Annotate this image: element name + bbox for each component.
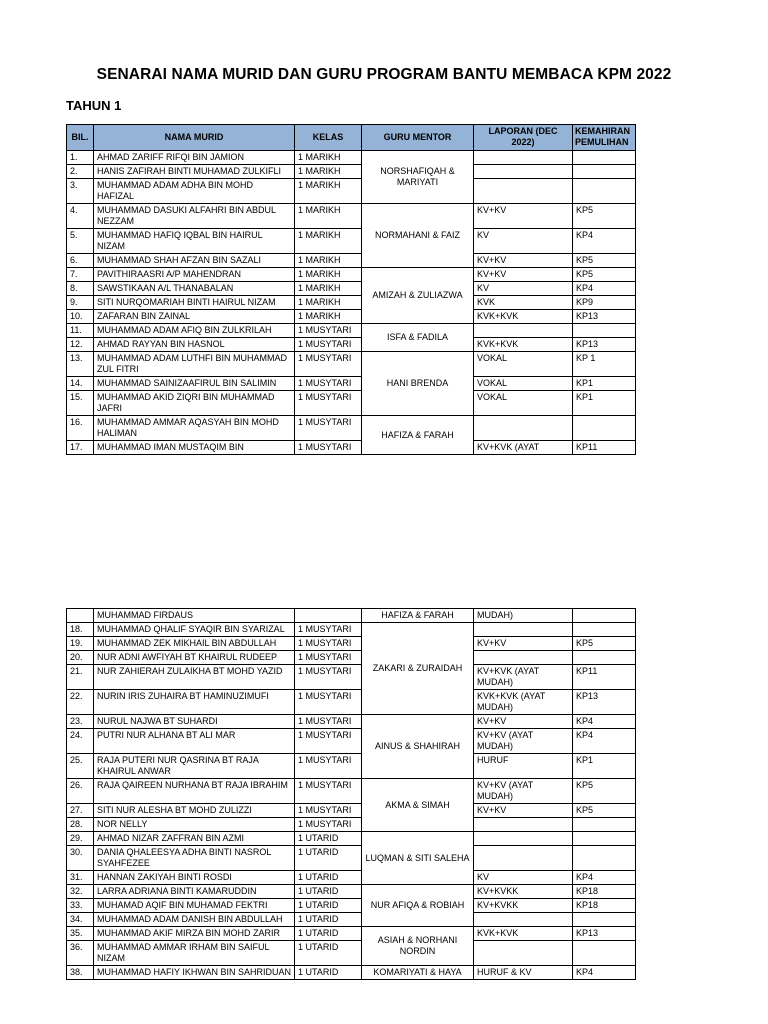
cell-bil: 11. — [67, 324, 94, 338]
table-row — [67, 441, 636, 455]
cell-bil: 27. — [67, 804, 94, 818]
cell-nama-murid: MUHAMMAD ADAM DANISH BIN ABDULLAH — [94, 913, 295, 927]
table-row — [67, 391, 636, 416]
cell-kemahiran: KP5 — [573, 637, 636, 651]
cell-bil: 32. — [67, 885, 94, 899]
cell-nama-murid: MUHAMMAD AMMAR IRHAM BIN SAIFUL NIZAM — [94, 941, 295, 966]
cell-kemahiran: KP4 — [573, 966, 636, 980]
cell-kemahiran — [573, 179, 636, 204]
table-row — [67, 204, 636, 229]
cell-laporan: KV+KV — [474, 254, 573, 268]
cell-kemahiran — [573, 623, 636, 637]
table-row — [67, 179, 636, 204]
cell-bil: 38. — [67, 966, 94, 980]
cell-kemahiran: KP4 — [573, 229, 636, 254]
cell-bil: 5. — [67, 229, 94, 254]
header-kemahiran: KEMAHIRAN PEMULIHAN — [573, 125, 636, 151]
cell-nama-murid: MUHAMMAD SAINIZAAFIRUL BIN SALIMIN — [94, 377, 295, 391]
cell-kemahiran — [573, 651, 636, 665]
cell-laporan: VOKAL — [474, 352, 573, 377]
cell-kemahiran: KP5 — [573, 204, 636, 229]
cell-kelas: 1 UTARID — [295, 899, 362, 913]
cell-bil: 34. — [67, 913, 94, 927]
cell-kemahiran: KP11 — [573, 441, 636, 455]
cell-kemahiran: KP4 — [573, 729, 636, 754]
cell-laporan — [474, 179, 573, 204]
cell-laporan: KVK+KVK — [474, 338, 573, 352]
cell-nama-murid: MUHAMMAD AKIF MIRZA BIN MOHD ZARIR — [94, 927, 295, 941]
cell-kemahiran — [573, 609, 636, 623]
cell-nama-murid: NUR ADNI AWFIYAH BT KHAIRUL RUDEEP — [94, 651, 295, 665]
cell-nama-murid: MUHAMMAD FIRDAUS — [94, 609, 295, 623]
cell-nama-murid: RAJA PUTERI NUR QASRINA BT RAJA KHAIRUL ANWAR — [94, 754, 295, 779]
cell-nama-murid: NURUL NAJWA BT SUHARDI — [94, 715, 295, 729]
cell-laporan: KV+KV — [474, 804, 573, 818]
table-row — [67, 966, 636, 980]
table-row — [67, 352, 636, 377]
table-row — [67, 416, 636, 441]
cell-laporan: HURUF — [474, 754, 573, 779]
table-row — [67, 324, 636, 338]
cell-laporan: KVK+KVK — [474, 927, 573, 941]
cell-nama-murid: AHMAD NIZAR ZAFFRAN BIN AZMI — [94, 832, 295, 846]
cell-kelas: 1 MUSYTARI — [295, 623, 362, 637]
cell-bil: 35. — [67, 927, 94, 941]
cell-kemahiran — [573, 151, 636, 165]
cell-kelas: 1 UTARID — [295, 885, 362, 899]
cell-kelas: 1 MARIKH — [295, 254, 362, 268]
cell-kemahiran — [573, 846, 636, 871]
cell-bil: 26. — [67, 779, 94, 804]
cell-nama-murid: MUHAMMAD DASUKI ALFAHRI BIN ABDUL NEZZAM — [94, 204, 295, 229]
cell-kemahiran: KP13 — [573, 690, 636, 715]
cell-bil: 12. — [67, 338, 94, 352]
cell-bil: 13. — [67, 352, 94, 377]
cell-laporan: KV+KVKK — [474, 899, 573, 913]
table-row — [67, 899, 636, 913]
cell-laporan: KV+KV (AYAT MUDAH) — [474, 729, 573, 754]
cell-laporan — [474, 165, 573, 179]
cell-bil: 2. — [67, 165, 94, 179]
cell-kemahiran — [573, 818, 636, 832]
cell-kelas: 1 UTARID — [295, 941, 362, 966]
cell-kelas: 1 MUSYTARI — [295, 665, 362, 690]
cell-guru-mentor: NUR AFIQA & ROBIAH — [362, 885, 474, 927]
cell-laporan: VOKAL — [474, 391, 573, 416]
cell-kemahiran: KP18 — [573, 899, 636, 913]
table-row — [67, 885, 636, 899]
cell-laporan: KV+KV — [474, 637, 573, 651]
header-laporan: LAPORAN (DEC 2022) — [474, 125, 573, 151]
cell-guru-mentor: HAFIZA & FARAH — [362, 609, 474, 623]
cell-kelas: 1 MUSYTARI — [295, 324, 362, 338]
table-row — [67, 804, 636, 818]
cell-nama-murid: RAJA QAIREEN NURHANA BT RAJA IBRAHIM — [94, 779, 295, 804]
cell-kelas: 1 UTARID — [295, 966, 362, 980]
cell-kelas: 1 MARIKH — [295, 229, 362, 254]
cell-guru-mentor: AMIZAH & ZULIAZWA — [362, 268, 474, 324]
cell-guru-mentor: AINUS & SHAHIRAH — [362, 715, 474, 779]
cell-bil: 15. — [67, 391, 94, 416]
cell-kelas: 1 MUSYTARI — [295, 377, 362, 391]
cell-kelas: 1 MARIKH — [295, 204, 362, 229]
header-kelas: KELAS — [295, 125, 362, 151]
cell-kemahiran: KP18 — [573, 885, 636, 899]
cell-kelas: 1 MARIKH — [295, 179, 362, 204]
cell-nama-murid: SITI NURQOMARIAH BINTI HAIRUL NIZAM — [94, 296, 295, 310]
table-row — [67, 846, 636, 871]
table-row — [67, 609, 636, 623]
page-title: SENARAI NAMA MURID DAN GURU PROGRAM BANTU MEMBACA KPM 2022 — [96, 66, 672, 83]
table-row — [67, 779, 636, 804]
cell-nama-murid: MUHAMMAD HAFIQ IQBAL BIN HAIRUL NIZAM — [94, 229, 295, 254]
cell-bil: 10. — [67, 310, 94, 324]
cell-kemahiran — [573, 832, 636, 846]
student-table-part-1 — [66, 124, 636, 455]
cell-bil: 19. — [67, 637, 94, 651]
cell-bil: 6. — [67, 254, 94, 268]
cell-nama-murid: MUHAMMAD HAFIY IKHWAN BIN SAHRIDUAN — [94, 966, 295, 980]
table-row — [67, 151, 636, 165]
table-row — [67, 941, 636, 966]
cell-bil: 8. — [67, 282, 94, 296]
cell-bil: 7. — [67, 268, 94, 282]
cell-bil: 1. — [67, 151, 94, 165]
cell-bil: 28. — [67, 818, 94, 832]
cell-kemahiran: KP13 — [573, 927, 636, 941]
header-bil: BIL. — [67, 125, 94, 151]
cell-guru-mentor: ASIAH & NORHANI NORDIN — [362, 927, 474, 966]
table-row — [67, 229, 636, 254]
cell-bil: 25. — [67, 754, 94, 779]
cell-kemahiran — [573, 165, 636, 179]
cell-laporan — [474, 832, 573, 846]
cell-laporan: KV+KV — [474, 268, 573, 282]
cell-kelas: 1 MUSYTARI — [295, 729, 362, 754]
cell-bil: 4. — [67, 204, 94, 229]
cell-kemahiran: KP1 — [573, 391, 636, 416]
cell-laporan: HURUF & KV — [474, 966, 573, 980]
cell-laporan: KV — [474, 282, 573, 296]
cell-kemahiran: KP1 — [573, 754, 636, 779]
cell-guru-mentor: AKMA & SIMAH — [362, 779, 474, 832]
cell-laporan — [474, 623, 573, 637]
cell-laporan — [474, 941, 573, 966]
cell-bil: 31. — [67, 871, 94, 885]
cell-kemahiran: KP9 — [573, 296, 636, 310]
cell-bil: 30. — [67, 846, 94, 871]
cell-bil: 18. — [67, 623, 94, 637]
table-row — [67, 268, 636, 282]
cell-nama-murid: AHMAD RAYYAN BIN HASNOL — [94, 338, 295, 352]
cell-nama-murid: MUHAMMAD ADAM ADHA BIN MOHD HAFIZAL — [94, 179, 295, 204]
cell-nama-murid: MUHAMMAD SHAH AFZAN BIN SAZALI — [94, 254, 295, 268]
cell-laporan: KV+KVK (AYAT — [474, 441, 573, 455]
table-row — [67, 637, 636, 651]
table-row — [67, 165, 636, 179]
cell-nama-murid: NOR NELLY — [94, 818, 295, 832]
cell-kemahiran: KP5 — [573, 254, 636, 268]
table-row — [67, 832, 636, 846]
cell-bil: 33. — [67, 899, 94, 913]
cell-nama-murid: SAWSTIKAAN A/L THANABALAN — [94, 282, 295, 296]
header-guru-mentor: GURU MENTOR — [362, 125, 474, 151]
cell-kelas: 1 MUSYTARI — [295, 391, 362, 416]
cell-kemahiran: KP1 — [573, 377, 636, 391]
table-row — [67, 729, 636, 754]
cell-guru-mentor: LUQMAN & SITI SALEHA — [362, 832, 474, 885]
cell-kelas: 1 MUSYTARI — [295, 338, 362, 352]
table-row — [67, 754, 636, 779]
cell-nama-murid: HANIS ZAFIRAH BINTI MUHAMAD ZULKIFLI — [94, 165, 295, 179]
cell-kemahiran — [573, 913, 636, 927]
table-header-row — [67, 125, 636, 151]
cell-kelas: 1 MARIKH — [295, 165, 362, 179]
cell-laporan: VOKAL — [474, 377, 573, 391]
cell-laporan: KVK+KVK (AYAT MUDAH) — [474, 690, 573, 715]
cell-nama-murid: AHMAD ZARIFF RIFQI BIN JAMION — [94, 151, 295, 165]
cell-bil: 9. — [67, 296, 94, 310]
cell-nama-murid: LARRA ADRIANA BINTI KAMARUDDIN — [94, 885, 295, 899]
cell-kelas: 1 UTARID — [295, 927, 362, 941]
cell-kelas: 1 MUSYTARI — [295, 637, 362, 651]
cell-bil: 17. — [67, 441, 94, 455]
table-row — [67, 310, 636, 324]
table-row — [67, 927, 636, 941]
cell-kemahiran — [573, 941, 636, 966]
cell-kelas: 1 MUSYTARI — [295, 416, 362, 441]
cell-laporan: KV+KV (AYAT MUDAH) — [474, 779, 573, 804]
cell-kemahiran: KP13 — [573, 338, 636, 352]
cell-nama-murid: MUHAMMAD ADAM LUTHFI BIN MUHAMMAD ZUL FITRI — [94, 352, 295, 377]
table-row — [67, 254, 636, 268]
cell-kelas: 1 MARIKH — [295, 296, 362, 310]
cell-laporan: KV — [474, 871, 573, 885]
cell-nama-murid: MUHAMAD AQIF BIN MUHAMAD FEKTRI — [94, 899, 295, 913]
table-row — [67, 651, 636, 665]
table-row — [67, 913, 636, 927]
cell-kemahiran: KP4 — [573, 871, 636, 885]
table-row — [67, 282, 636, 296]
cell-guru-mentor: KOMARIYATI & HAYA — [362, 966, 474, 980]
cell-nama-murid: HANNAN ZAKIYAH BINTI ROSDI — [94, 871, 295, 885]
cell-nama-murid: SITI NUR ALESHA BT MOHD ZULIZZI — [94, 804, 295, 818]
cell-bil: 20. — [67, 651, 94, 665]
cell-kelas: 1 MUSYTARI — [295, 754, 362, 779]
cell-laporan: KVK+KVK — [474, 310, 573, 324]
table-row — [67, 715, 636, 729]
cell-guru-mentor: HANI BRENDA — [362, 352, 474, 416]
cell-guru-mentor: NORSHAFIQAH & MARIYATI — [362, 151, 474, 204]
cell-bil: 16. — [67, 416, 94, 441]
cell-kelas: 1 MARIKH — [295, 282, 362, 296]
cell-guru-mentor: NORMAHANI & FAIZ — [362, 204, 474, 268]
cell-nama-murid: MUHAMMAD AMMAR AQASYAH BIN MOHD HALIMAN — [94, 416, 295, 441]
cell-kelas: 1 MUSYTARI — [295, 352, 362, 377]
cell-kelas: 1 MUSYTARI — [295, 804, 362, 818]
cell-guru-mentor: HAFIZA & FARAH — [362, 416, 474, 455]
table-row — [67, 377, 636, 391]
cell-bil — [67, 609, 94, 623]
cell-kelas: 1 UTARID — [295, 871, 362, 885]
table-row — [67, 338, 636, 352]
cell-laporan — [474, 324, 573, 338]
cell-nama-murid: NURIN IRIS ZUHAIRA BT HAMINUZIMUFI — [94, 690, 295, 715]
cell-bil: 21. — [67, 665, 94, 690]
cell-kemahiran: KP4 — [573, 715, 636, 729]
cell-laporan — [474, 416, 573, 441]
cell-laporan: KV+KV — [474, 715, 573, 729]
cell-kelas: 1 MARIKH — [295, 268, 362, 282]
cell-laporan: KV+KVKK — [474, 885, 573, 899]
cell-kelas: 1 MARIKH — [295, 151, 362, 165]
cell-kelas: 1 UTARID — [295, 832, 362, 846]
cell-nama-murid: MUHAMMAD AKID ZIQRI BIN MUHAMMAD JAFRI — [94, 391, 295, 416]
cell-bil: 3. — [67, 179, 94, 204]
cell-nama-murid: MUHAMMAD ZEK MIKHAIL BIN ABDULLAH — [94, 637, 295, 651]
cell-laporan — [474, 913, 573, 927]
cell-laporan: KV — [474, 229, 573, 254]
cell-kemahiran: KP5 — [573, 268, 636, 282]
cell-laporan — [474, 651, 573, 665]
cell-nama-murid: PUTRI NUR ALHANA BT ALI MAR — [94, 729, 295, 754]
cell-kelas: 1 MARIKH — [295, 310, 362, 324]
table-row — [67, 818, 636, 832]
cell-kemahiran: KP11 — [573, 665, 636, 690]
cell-kemahiran: KP13 — [573, 310, 636, 324]
cell-nama-murid: ZAFARAN BIN ZAINAL — [94, 310, 295, 324]
cell-laporan — [474, 151, 573, 165]
cell-kemahiran: KP5 — [573, 779, 636, 804]
cell-bil: 14. — [67, 377, 94, 391]
cell-laporan: KV+KVK (AYAT MUDAH) — [474, 665, 573, 690]
cell-kelas: 1 MUSYTARI — [295, 715, 362, 729]
cell-nama-murid: DANIA QHALEESYA ADHA BINTI NASROL SYAHFEZEE — [94, 846, 295, 871]
cell-kelas: 1 UTARID — [295, 846, 362, 871]
cell-laporan: MUDAH) — [474, 609, 573, 623]
table-row — [67, 665, 636, 690]
cell-nama-murid: PAVITHIRAASRI A/P MAHENDRAN — [94, 268, 295, 282]
cell-nama-murid: MUHAMMAD IMAN MUSTAQIM BIN — [94, 441, 295, 455]
cell-kelas: 1 MUSYTARI — [295, 779, 362, 804]
cell-guru-mentor: ISFA & FADILA — [362, 324, 474, 352]
cell-bil: 36. — [67, 941, 94, 966]
cell-kelas: 1 MUSYTARI — [295, 818, 362, 832]
table-row — [67, 690, 636, 715]
cell-kemahiran: KP 1 — [573, 352, 636, 377]
cell-kemahiran — [573, 416, 636, 441]
cell-kelas: 1 UTARID — [295, 913, 362, 927]
table-row — [67, 296, 636, 310]
table-row — [67, 871, 636, 885]
cell-nama-murid: MUHAMMAD QHALIF SYAQIR BIN SYARIZAL — [94, 623, 295, 637]
cell-kemahiran: KP4 — [573, 282, 636, 296]
cell-kemahiran — [573, 324, 636, 338]
cell-bil: 29. — [67, 832, 94, 846]
cell-kelas — [295, 609, 362, 623]
cell-nama-murid: NUR ZAHIERAH ZULAIKHA BT MOHD YAZID — [94, 665, 295, 690]
cell-bil: 24. — [67, 729, 94, 754]
cell-kelas: 1 MUSYTARI — [295, 441, 362, 455]
header-nama-murid: NAMA MURID — [94, 125, 295, 151]
cell-laporan — [474, 846, 573, 871]
cell-laporan: KV+KV — [474, 204, 573, 229]
cell-kemahiran: KP5 — [573, 804, 636, 818]
page-subtitle: TAHUN 1 — [66, 98, 122, 113]
table-row — [67, 623, 636, 637]
cell-bil: 23. — [67, 715, 94, 729]
cell-laporan: KVK — [474, 296, 573, 310]
cell-guru-mentor: ZAKARI & ZURAIDAH — [362, 623, 474, 715]
cell-bil: 22. — [67, 690, 94, 715]
cell-kelas: 1 MUSYTARI — [295, 690, 362, 715]
cell-kelas: 1 MUSYTARI — [295, 651, 362, 665]
student-table-part-2 — [66, 608, 636, 980]
cell-laporan — [474, 818, 573, 832]
cell-nama-murid: MUHAMMAD ADAM AFIQ BIN ZULKRILAH — [94, 324, 295, 338]
